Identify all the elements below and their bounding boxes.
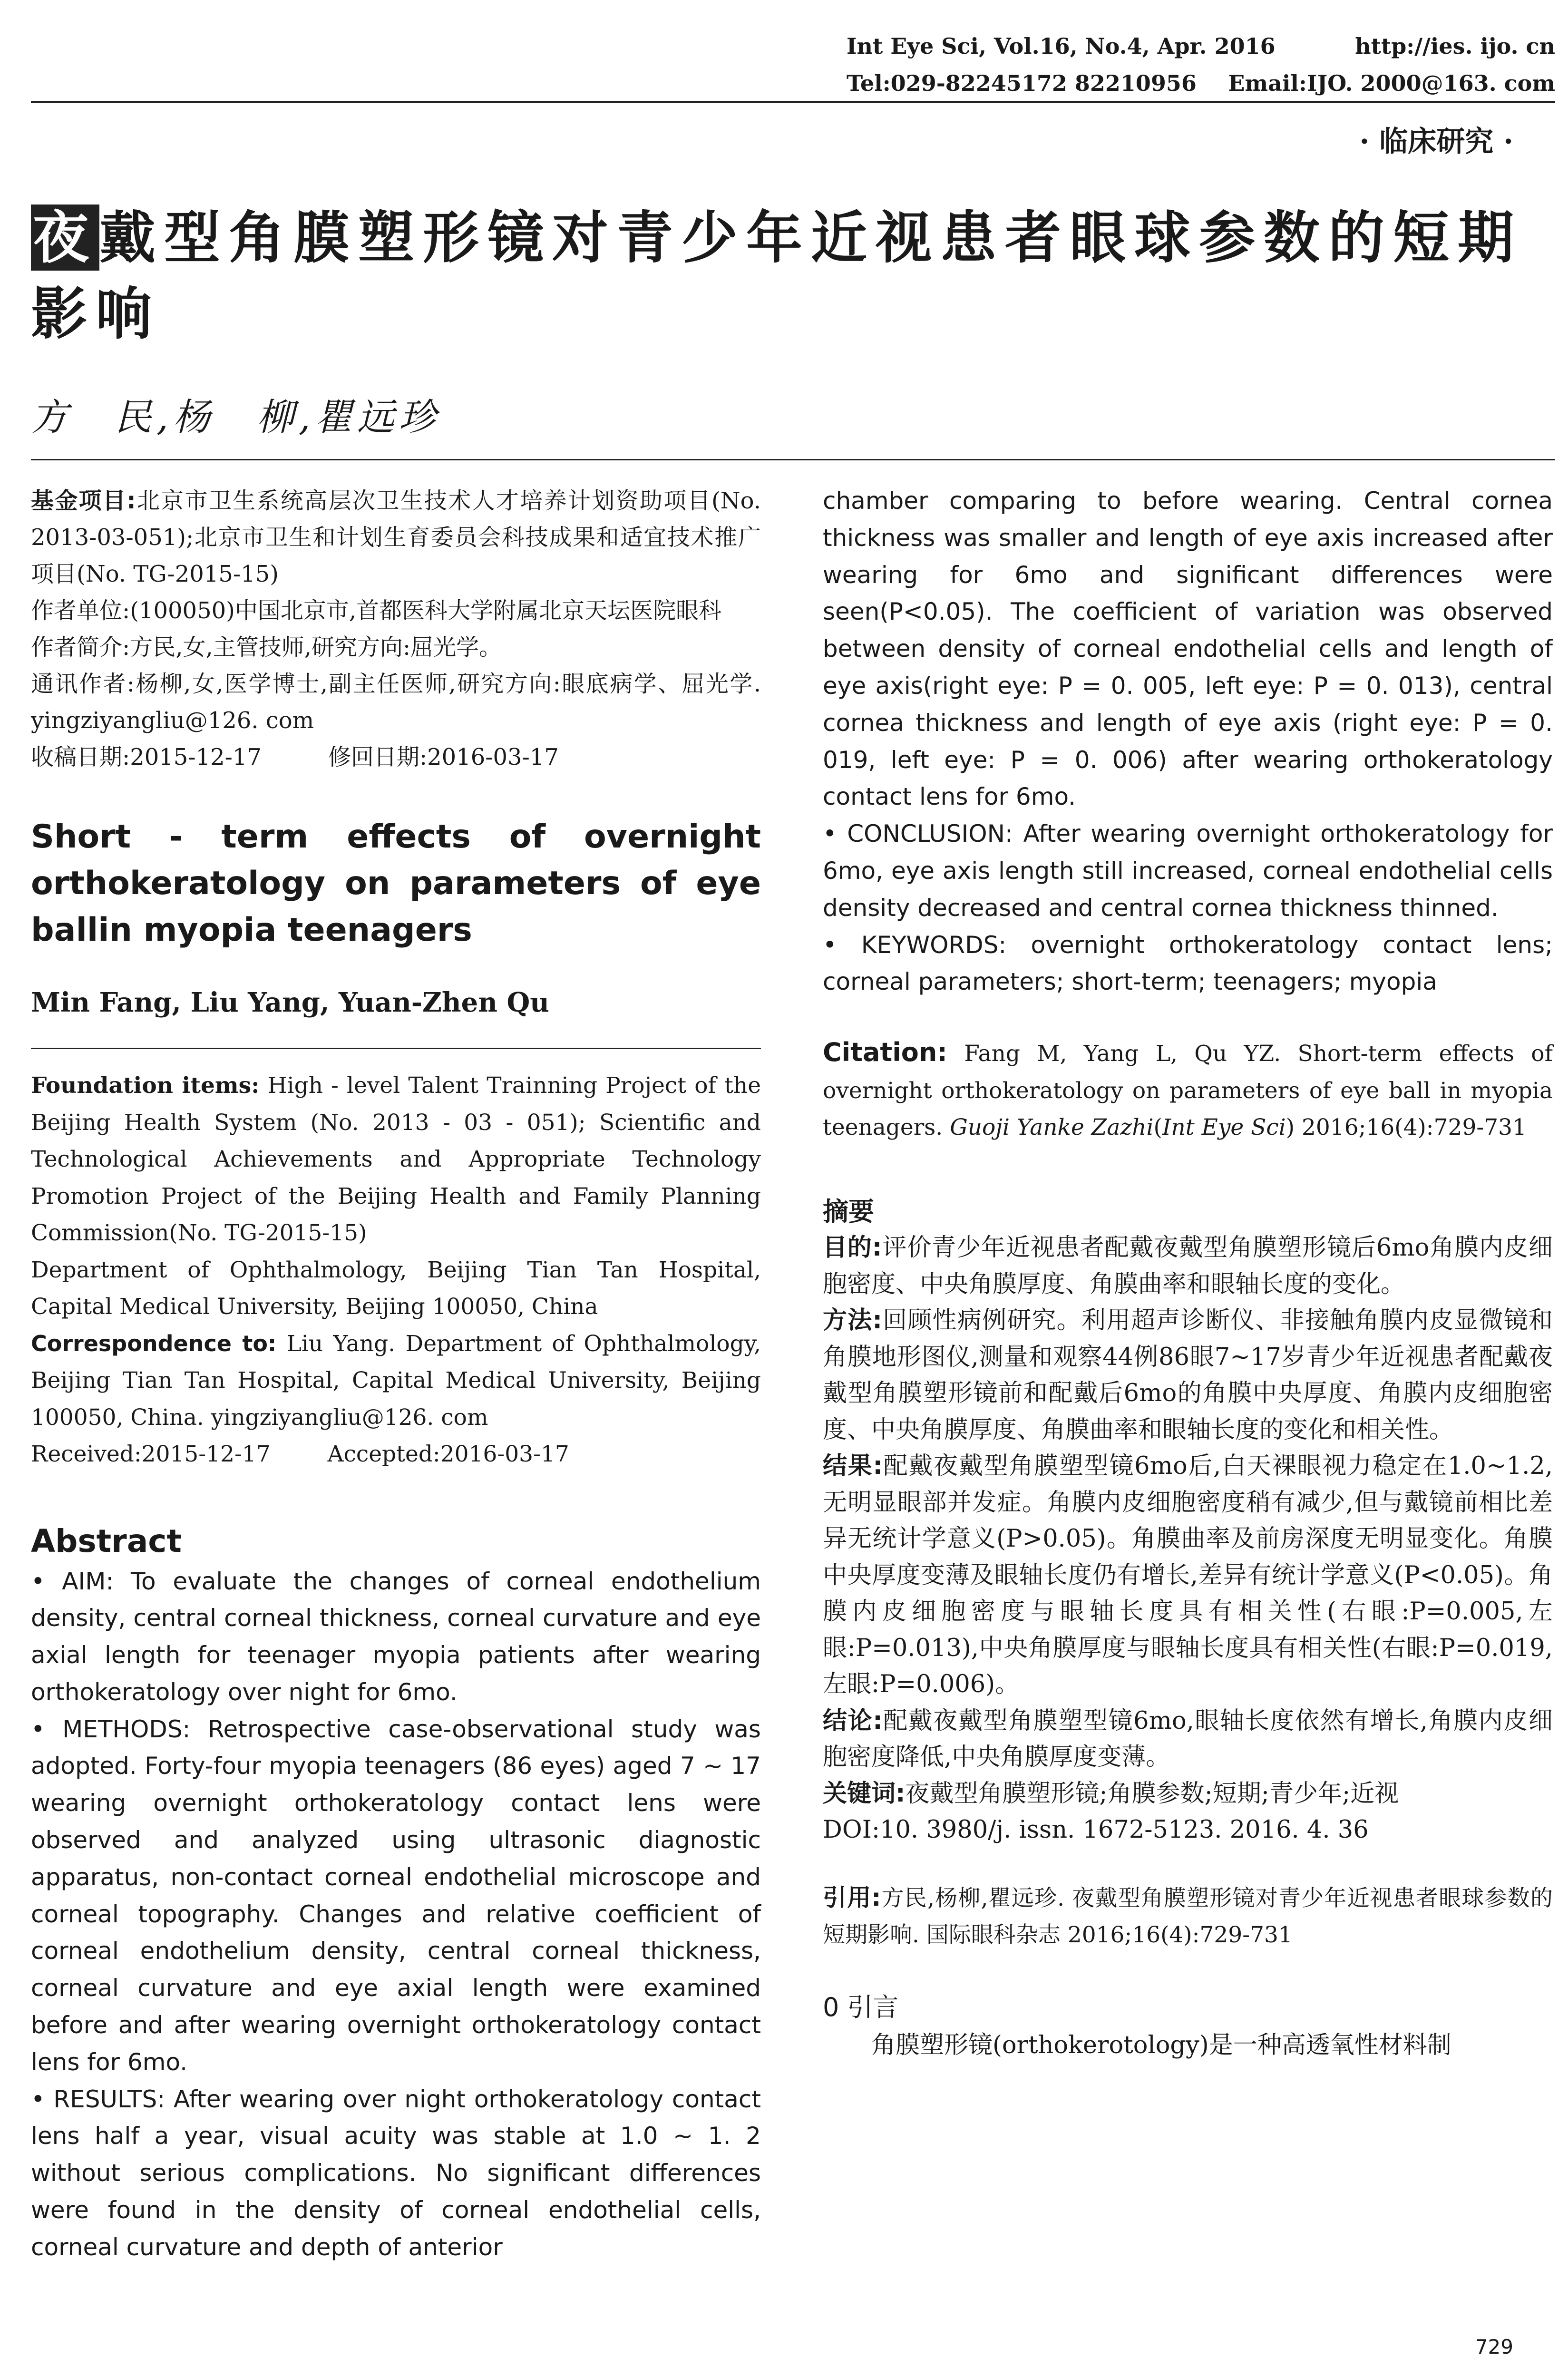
authors-rule [31, 1048, 761, 1049]
cn-received-label: 收稿日期: [31, 744, 130, 770]
intro-heading: 0 引言 [823, 1992, 899, 2022]
en-department: Department of Ophthalmology, Beijing Tian Tan Hospital, Capital Medical University, Beijing 100050, China [31, 1257, 761, 1320]
abstract-keywords-label: • KEYWORDS: [823, 931, 1007, 959]
abstract-continued [823, 483, 1553, 1001]
cn-methods: 回顾性病例研究。利用超声诊断仪、非接触角膜内皮显微镜和角膜地形图仪,测量和观察44例86眼7~17岁青少年近视患者配戴夜戴型角膜塑形镜前和配戴后6mo的角膜中央厚度、角膜内皮细胞密度、中央角膜厚度、角膜曲率和眼轴长度的变化和相关性。 [823, 1306, 1553, 1444]
journal-email: Email:IJO. 2000@163. com [1228, 70, 1555, 96]
cn-meta-block [31, 483, 761, 776]
citation-journal: Guoji Yanke Zazhi [950, 1114, 1154, 1141]
citation-tail: 2016;16(4):729-731 [1301, 1114, 1527, 1141]
en-corr-label: Correspondence to: [31, 1330, 277, 1356]
running-header [847, 28, 1555, 102]
en-accepted-label: Accepted: [327, 1441, 440, 1467]
header-rule [31, 101, 1555, 103]
cn-bio-label: 作者简介: [31, 634, 130, 661]
cn-foundation: 北京市卫生系统高层次卫生技术人才培养计划资助项目(No. 2013-03-051);北京市卫生和计划生育委员会科技成果和适宜技术推广项目(No. TG-2015-15) [31, 487, 761, 587]
citation-block: Citation: Fang M, Yang L, Qu YZ. Short-term effects of overnight orthokeratology on parameters of eye ball in myopia teenagers. Guoji Yanke Zazhi(Int Eye Sci) 2016;16(4):729-731 [823, 1037, 1553, 1141]
title-rule [31, 459, 1555, 460]
cn-doi: DOI:10. 3980/j. issn. 1672-5123. 2016. 4. 36 [823, 1816, 1369, 1844]
page-title [31, 200, 1562, 352]
en-accepted: 2016-03-17 [440, 1441, 569, 1467]
abstract-results: After wearing over night orthokeratology contact lens half a year, visual acuity was stable at 1.0 ~ 1. 2 without serious complications. No significant differences were found in the density of corneal endothelial cells, corneal curvature and depth of anterior [31, 2085, 761, 2261]
authors-chinese: 方 民,杨 柳,瞿远珍 [31, 396, 441, 439]
right-column [823, 483, 1553, 2064]
abstract-heading: Abstract [31, 1522, 182, 1559]
cn-citation-label: 引用: [823, 1883, 881, 1911]
en-corr: Liu Yang. Department of Ophthalmology, Beijing Tian Tan Hospital, Capital Medical University, Beijing 100050, China. yingziyangliu@126. com [31, 1330, 761, 1431]
cn-aim-label: 目的: [823, 1234, 882, 1262]
abstract-aim-label: • AIM: [31, 1567, 114, 1595]
en-foundation: High - level Talent Trainning Project of the Beijing Health System (No. 2013 - 03 - 051); Scientific and Technological Achievements and Appropriate Technology Promotion Project of the Beijing Health and Family Planning Commission(No. TG-2015-15) [31, 1072, 761, 1246]
cn-abstract-heading: 摘要 [823, 1196, 874, 1227]
cn-unit-label: 作者单位: [31, 597, 130, 624]
abstract-body [31, 1563, 761, 2266]
cn-revised-label: 修回日期: [328, 744, 428, 770]
journal-url: http://ies. ijo. cn [1355, 33, 1555, 59]
cn-conclusion-label: 结论: [823, 1706, 883, 1735]
cn-abstract [823, 1194, 1553, 1849]
abstract-conclusion: After wearing overnight orthokeratology for 6mo, eye axis length still increased, corneal endothelial cells density decreased and central cornea thickness thinned. [823, 820, 1553, 922]
en-received-label: Received: [31, 1441, 142, 1467]
page-number: 729 [1475, 2335, 1513, 2358]
cn-corr: 杨柳,女,医学博士,副主任医师,研究方向:眼底病学、屈光学. yingziyangliu@126. com [31, 671, 761, 734]
abstract-keywords: overnight orthokeratology contact lens; corneal parameters; short-term; teenagers; myopia [823, 931, 1553, 996]
en-foundation-label: Foundation items: [31, 1072, 260, 1099]
section-tag: · 临床研究 · [1359, 125, 1513, 158]
cn-keywords-label: 关键词: [823, 1779, 906, 1808]
cn-results-label: 结果: [823, 1452, 883, 1481]
en-meta-block [31, 1067, 761, 1473]
abstract-conclusion-label: • CONCLUSION: [823, 820, 1013, 848]
citation-label: Citation: [823, 1037, 947, 1068]
cn-citation [823, 1880, 1553, 1954]
citation-text: Fang M, Yang L, Qu YZ. Short-term effects of overnight orthokeratology on parameters of eye ball in myopia teenagers. [823, 1041, 1553, 1141]
abstract-results-continued: chamber comparing to before wearing. Central cornea thickness was smaller and length of eye axis increased after wearing for 6mo and significant differences were seen(P<0.05). The coefficient of variation was observed between density of corneal endothelial cells and length of eye axis(right eye: P = 0. 005, left eye: P = 0. 013), central cornea thickness and length of eye axis (right eye: P = 0. 019, left eye: P = 0. 006) after wearing orthokeratology contact lens for 6mo. [823, 487, 1553, 811]
english-authors: Min Fang, Liu Yang, Yuan-Zhen Qu [31, 987, 549, 1018]
journal-line: Int Eye Sci, Vol.16, No.4, Apr. 2016 [847, 33, 1276, 59]
journal-tel: Tel:029-82245172 82210956 [847, 70, 1197, 96]
title-first-char: 夜 [31, 205, 99, 271]
cn-methods-label: 方法: [823, 1306, 882, 1335]
english-title: Short - term effects of overnight orthokeratology on parameters of eye ballin myopia teenagers [31, 818, 761, 949]
en-received: 2015-12-17 [141, 1441, 271, 1467]
title-rest: 戴型角膜塑形镜对青少年近视患者眼球参数的短期影响 [31, 205, 1523, 347]
cn-bio: 方民,女,主管技师,研究方向:屈光学。 [130, 634, 502, 661]
cn-conclusion: 配戴夜戴型角膜塑型镜6mo,眼轴长度依然有增长,角膜内皮细胞密度降低,中央角膜厚度变薄。 [823, 1706, 1553, 1772]
left-column [31, 483, 761, 2266]
cn-results: 配戴夜戴型角膜塑型镜6mo后,白天裸眼视力稳定在1.0~1.2,无明显眼部并发症。角膜内皮细胞密度稍有减少,但与戴镜前相比差异无统计学意义(P>0.05)。角膜曲率及前房深度无明显变化。角膜中央厚度变薄及眼轴长度仍有增长,差异有统计学意义(P<0.05)。角膜内皮细胞密度与眼轴长度具有相关性(右眼:P=0.005,左眼:P=0.013),中央角膜厚度与眼轴长度具有相关性(右眼:P=0.019,左眼:P=0.006)。 [823, 1452, 1553, 1699]
cn-keywords: 夜戴型角膜塑形镜;角膜参数;短期;青少年;近视 [905, 1779, 1399, 1808]
intro-text: 角膜塑形镜(orthokerotology)是一种高透氧性材料制 [871, 2031, 1451, 2059]
citation-journal-en: Int Eye Sci [1162, 1114, 1286, 1141]
cn-received: 2015-12-17 [130, 744, 262, 770]
cn-unit: (100050)中国北京市,首都医科大学附属北京天坛医院眼科 [130, 597, 722, 624]
cn-corr-label: 通讯作者: [31, 671, 135, 697]
abstract-aim: To evaluate the changes of corneal endothelium density, central corneal thickness, corneal curvature and eye axial length for teenager myopia patients after wearing orthokeratology over night for 6mo. [31, 1567, 761, 1706]
abstract-results-label: • RESULTS: [31, 2085, 166, 2113]
cn-aim: 评价青少年近视患者配戴夜戴型角膜塑形镜后6mo角膜内皮细胞密度、中央角膜厚度、角膜曲率和眼轴长度的变化。 [823, 1234, 1553, 1298]
abstract-methods-label: • METHODS: [31, 1715, 191, 1743]
cn-foundation-label: 基金项目: [31, 487, 136, 514]
cn-citation-text: 方民,杨柳,瞿远珍. 夜戴型角膜塑形镜对青少年近视患者眼球参数的短期影响. 国际眼科杂志 2016;16(4):729-731 [823, 1885, 1553, 1948]
abstract-methods: Retrospective case-observational study was adopted. Forty-four myopia teenagers (86 eyes) aged 7 ~ 17 wearing overnight orthokeratology contact lens were observed and analyzed using ultrasonic diagnostic apparatus, non-contact corneal endothelial microscope and corneal topography. Changes and relative coefficient of corneal endothelium density, central corneal thickness, corneal curvature and eye axial length were examined before and after wearing overnight orthokeratology contact lens for 6mo. [31, 1715, 761, 2076]
cn-revised: 2016-03-17 [427, 744, 559, 770]
